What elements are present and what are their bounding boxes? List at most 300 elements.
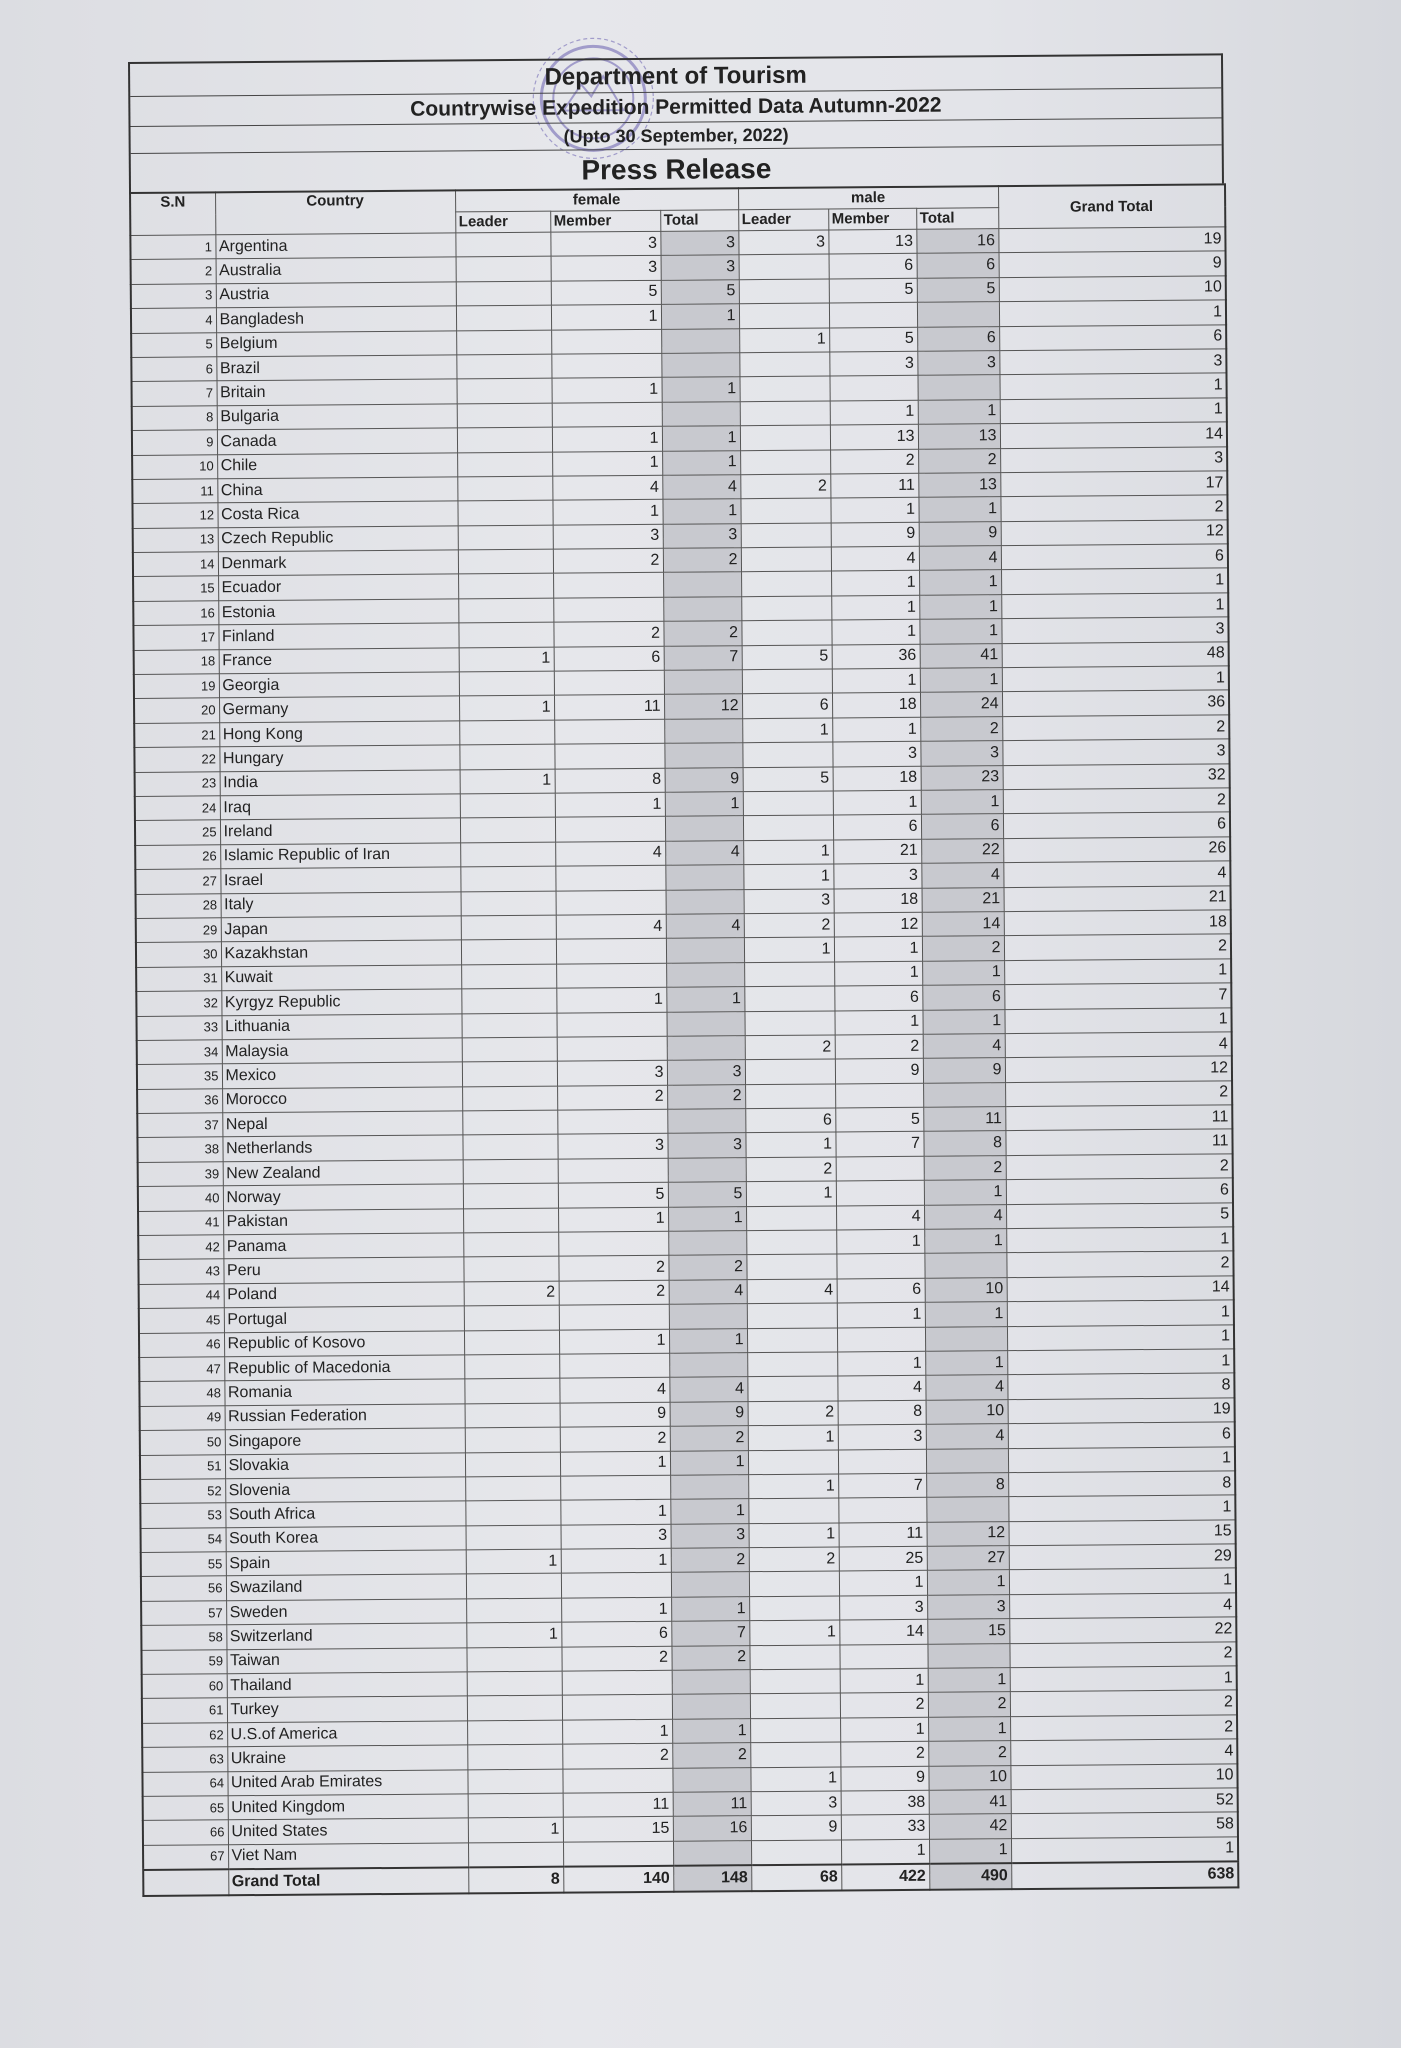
document-header [128, 53, 1224, 192]
cell-country: Mexico [222, 1062, 462, 1088]
cell-male-leader [748, 1449, 838, 1474]
cell-male-leader [741, 571, 831, 596]
cell-male-total: 1 [919, 570, 1001, 595]
cell-country: United Arab Emirates [227, 1769, 467, 1795]
cell-male-leader [745, 1059, 835, 1084]
cell-female-leader [463, 1183, 558, 1208]
cell-female-leader: 1 [466, 1549, 561, 1574]
cell-country: Argentina [215, 233, 455, 259]
cell-male-member: 3 [833, 863, 921, 888]
cell-female-leader [468, 1793, 563, 1818]
cell-female-member: 1 [552, 426, 662, 451]
cell-grand-total: 14 [1007, 1276, 1234, 1302]
cell-male-member: 2 [840, 1693, 928, 1718]
cell-country: Austria [216, 282, 456, 308]
cell-sn: 24 [135, 796, 220, 821]
cell-female-total: 3 [663, 523, 741, 548]
cell-grand-total: 1 [1000, 398, 1227, 424]
cell-male-member [830, 376, 918, 401]
cell-female-member [562, 1670, 672, 1695]
cell-sn: 16 [133, 601, 218, 626]
cell-female-member: 1 [551, 378, 661, 403]
cell-male-member: 1 [840, 1717, 928, 1742]
cell-country: Kazakhstan [221, 940, 461, 966]
cell-female-member: 11 [554, 695, 664, 720]
cell-country: Viet Nam [228, 1843, 468, 1870]
cell-male-total: 10 [928, 1765, 1010, 1790]
cell-male-leader: 2 [749, 1547, 839, 1572]
cell-male-member [836, 1156, 924, 1181]
cell-male-total: 9 [923, 1058, 1005, 1083]
cell-female-leader [467, 1769, 562, 1794]
cell-female-member: 1 [552, 451, 662, 476]
cell-female-member [561, 1573, 671, 1598]
cell-male-total: 1 [925, 1351, 1007, 1376]
cell-male-leader [740, 376, 830, 401]
cell-male-member: 9 [840, 1766, 928, 1791]
cell-female-leader [462, 1110, 557, 1135]
cell-female-total: 3 [667, 1133, 745, 1158]
cell-female-member: 1 [560, 1451, 670, 1476]
cell-female-total: 7 [671, 1621, 749, 1646]
cell-female-member: 3 [553, 524, 663, 549]
cell-male-total: 16 [916, 229, 998, 254]
cell-sn: 12 [132, 503, 217, 528]
cell-male-leader: 1 [743, 840, 833, 865]
cell-male-total: 1 [918, 399, 1000, 424]
cell-male-member: 21 [833, 839, 921, 864]
cell-female-member: 6 [561, 1622, 671, 1647]
cell-female-total [663, 572, 741, 597]
cell-female-member [562, 1695, 672, 1720]
male-total-header: Total [916, 208, 998, 230]
cell-female-total: 1 [662, 499, 740, 524]
cell-grand-total: 7 [1004, 983, 1231, 1009]
expedition-table [129, 183, 1239, 1896]
cell-female-member: 1 [562, 1719, 672, 1744]
cell-country: Bangladesh [216, 306, 456, 332]
cell-female-member: 2 [557, 1085, 667, 1110]
cell-male-member: 1 [834, 937, 922, 962]
cell-female-member: 5 [551, 280, 661, 305]
cell-country: Turkey [227, 1696, 467, 1722]
cell-grand-total: 4 [1005, 1032, 1232, 1058]
cell-male-total: 1 [922, 1009, 1004, 1034]
cell-female-total: 1 [666, 987, 744, 1012]
cell-female-member: 1 [551, 304, 661, 329]
cell-grand-total: 6 [999, 324, 1226, 350]
cell-male-leader: 1 [749, 1523, 839, 1548]
cell-grand-total: 2 [1003, 788, 1230, 814]
cell-male-member [838, 1498, 926, 1523]
cell-female-member: 4 [559, 1378, 669, 1403]
cell-male-total: 2 [928, 1741, 1010, 1766]
cell-female-total [661, 328, 739, 353]
cell-female-leader [460, 793, 555, 818]
cell-grand-total: 19 [998, 227, 1225, 253]
cell-male-member: 1 [831, 620, 919, 645]
cell-male-total: 8 [923, 1131, 1005, 1156]
cell-female-total: 4 [669, 1279, 747, 1304]
cell-male-leader [741, 523, 831, 548]
cell-male-total: 5 [917, 277, 999, 302]
cell-female-member: 3 [557, 1134, 667, 1159]
cell-female-leader [461, 1013, 556, 1038]
cell-sn: 36 [137, 1088, 222, 1113]
cell-sn: 50 [140, 1430, 225, 1455]
cell-female-leader [462, 1135, 557, 1160]
cell-country: Belgium [216, 330, 456, 356]
cell-male-total [926, 1497, 1008, 1522]
cell-female-member: 2 [560, 1426, 670, 1451]
cell-female-total: 1 [670, 1499, 748, 1524]
cell-male-member: 1 [837, 1351, 925, 1376]
cell-female-total: 2 [672, 1743, 750, 1768]
cell-female-total: 1 [670, 1450, 748, 1475]
cell-female-member: 1 [552, 500, 662, 525]
cell-grand-total: 12 [1005, 1056, 1232, 1082]
cell-female-leader [464, 1330, 559, 1355]
cell-male-member: 2 [840, 1741, 928, 1766]
cell-female-member: 2 [553, 548, 663, 573]
cell-male-member: 6 [834, 985, 922, 1010]
cell-female-total [665, 865, 743, 890]
cell-country: Switzerland [226, 1623, 466, 1649]
cell-grand-total: 17 [1000, 471, 1227, 497]
cell-male-total: 13 [918, 473, 1000, 498]
cell-male-leader [749, 1571, 839, 1596]
cell-male-member: 2 [830, 449, 918, 474]
cell-female-total: 1 [668, 1206, 746, 1231]
cell-female-leader [457, 500, 552, 525]
cell-female-total [662, 401, 740, 426]
cell-country: Denmark [218, 550, 458, 576]
cell-female-leader [459, 671, 554, 696]
cell-sn: 21 [134, 723, 219, 748]
cell-sn: 4 [131, 308, 216, 333]
cell-sn: 41 [138, 1210, 223, 1235]
cell-female-member [559, 1304, 669, 1329]
cell-female-total: 2 [668, 1255, 746, 1280]
cell-sn: 8 [132, 406, 217, 431]
cell-sn: 47 [139, 1357, 224, 1382]
cell-male-total: 1 [924, 1229, 1006, 1254]
cell-female-member: 6 [554, 646, 664, 671]
cell-male-total [927, 1643, 1009, 1668]
cell-male-leader: 2 [740, 474, 830, 499]
cell-male-leader [739, 254, 829, 279]
cell-male-total: 11 [923, 1107, 1005, 1132]
cell-sn: 51 [140, 1454, 225, 1479]
cell-male-total: 1 [924, 1180, 1006, 1205]
cell-male-leader: 1 [742, 718, 832, 743]
cell-grand-total: 26 [1003, 837, 1230, 863]
cell-sn: 32 [136, 991, 221, 1016]
cell-country: Hong Kong [219, 721, 459, 747]
cell-male-member: 13 [830, 424, 918, 449]
cell-female-member: 2 [561, 1646, 671, 1671]
cell-country: Ecuador [218, 574, 458, 600]
cell-male-member: 1 [836, 1229, 924, 1254]
cell-grand-total: 12 [1001, 520, 1228, 546]
cell-female-leader [456, 257, 551, 282]
cell-male-member: 1 [834, 961, 922, 986]
cell-male-leader: 5 [742, 645, 832, 670]
cell-grand-total: 6 [1001, 544, 1228, 570]
cell-country: Canada [217, 428, 457, 454]
cell-grand-total: 10 [999, 276, 1226, 302]
cell-female-leader [457, 452, 552, 477]
cell-female-leader [464, 1305, 559, 1330]
cell-female-leader [458, 574, 553, 599]
cell-female-member: 1 [558, 1207, 668, 1232]
cell-country: Singapore [225, 1428, 465, 1454]
cell-country: Morocco [222, 1087, 462, 1113]
cell-male-member: 5 [829, 327, 917, 352]
cell-grand-total: 4 [1010, 1739, 1237, 1765]
cell-female-leader [458, 622, 553, 647]
cell-male-leader: 6 [742, 693, 832, 718]
cell-female-member [557, 1036, 667, 1061]
cell-female-member: 3 [561, 1524, 671, 1549]
cell-female-total [665, 816, 743, 841]
cell-sn: 60 [142, 1674, 227, 1699]
report-date: (Upto 30 September, 2022) [131, 118, 1222, 154]
cell-sn: 42 [138, 1235, 223, 1260]
cell-female-total: 3 [660, 231, 738, 256]
cell-male-total: 6 [922, 985, 1004, 1010]
cell-sn: 65 [143, 1796, 228, 1821]
cell-male-total: 1 [918, 497, 1000, 522]
cell-female-leader: 1 [459, 647, 554, 672]
cell-grand-total: 18 [1004, 910, 1231, 936]
cell-grand-total: 6 [1006, 1178, 1233, 1204]
cell-sn: 48 [139, 1381, 224, 1406]
cell-grand-total: 52 [1011, 1788, 1238, 1814]
cell-male-member: 6 [837, 1278, 925, 1303]
cell-sn: 22 [134, 747, 219, 772]
cell-male-member: 1 [831, 595, 919, 620]
cell-male-member: 2 [835, 1034, 923, 1059]
cell-male-total: 1 [919, 619, 1001, 644]
cell-grand-total: 6 [1003, 812, 1230, 838]
cell-sn: 23 [135, 771, 220, 796]
cell-female-leader [460, 842, 555, 867]
cell-male-member: 14 [839, 1620, 927, 1645]
cell-female-total [672, 1670, 750, 1695]
cell-male-member: 1 [837, 1302, 925, 1327]
cell-sn: 40 [138, 1186, 223, 1211]
country-header: Country [215, 190, 455, 234]
cell-female-total: 4 [669, 1377, 747, 1402]
cell-male-member: 1 [832, 717, 920, 742]
cell-grand-total: 4 [1009, 1593, 1236, 1619]
cell-female-leader [465, 1403, 560, 1428]
cell-grand-total: 8 [1007, 1373, 1234, 1399]
cell-female-member [562, 1768, 672, 1793]
cell-female-member [552, 402, 662, 427]
cell-male-member: 1 [840, 1668, 928, 1693]
cell-female-member [551, 329, 661, 354]
grand-total-label: Grand Total [228, 1868, 468, 1895]
cell-country: Hungary [219, 745, 459, 771]
cell-grand-total: 1 [1011, 1837, 1238, 1864]
cell-female-total [669, 1353, 747, 1378]
grand-total-sn [143, 1869, 228, 1895]
cell-female-member [556, 939, 666, 964]
cell-grand-total: 58 [1011, 1812, 1238, 1838]
cell-male-member [829, 302, 917, 327]
cell-grand-total: 48 [1002, 642, 1229, 668]
cell-female-total: 1 [662, 426, 740, 451]
cell-male-total: 3 [927, 1595, 1009, 1620]
cell-sn: 66 [143, 1820, 228, 1845]
cell-grand-total: 2 [1010, 1690, 1237, 1716]
cell-female-member: 1 [556, 987, 666, 1012]
cell-male-total: 1 [925, 1302, 1007, 1327]
cell-country: Japan [221, 916, 461, 942]
cell-sn: 49 [140, 1406, 225, 1431]
cell-female-total [666, 938, 744, 963]
cell-sn: 6 [131, 357, 216, 382]
cell-male-leader [739, 303, 829, 328]
cell-female-total: 1 [665, 792, 743, 817]
female-total-header: Total [660, 210, 738, 232]
cell-male-member: 11 [839, 1522, 927, 1547]
cell-female-total: 1 [661, 377, 739, 402]
cell-sn: 17 [133, 625, 218, 650]
cell-country: South Africa [225, 1501, 465, 1527]
cell-male-leader: 1 [749, 1620, 839, 1645]
cell-female-member: 3 [551, 256, 661, 281]
cell-grand-total: 36 [1002, 690, 1229, 716]
cell-country: Ukraine [227, 1745, 467, 1771]
department-title: Department of Tourism [130, 55, 1221, 97]
cell-female-leader [468, 1842, 563, 1868]
cell-male-total: 12 [927, 1521, 1009, 1546]
cell-male-leader [747, 1303, 837, 1328]
cell-sn: 45 [139, 1308, 224, 1333]
cell-female-total [664, 743, 742, 768]
cell-male-member [836, 1254, 924, 1279]
cell-male-member: 7 [835, 1132, 923, 1157]
cell-country: Islamic Republic of Iran [220, 843, 460, 869]
cell-male-total: 2 [924, 1155, 1006, 1180]
cell-female-total: 3 [667, 1060, 745, 1085]
cell-female-member [557, 1109, 667, 1134]
cell-female-leader [460, 866, 555, 891]
cell-male-total: 1 [920, 668, 1002, 693]
cell-sn: 19 [134, 674, 219, 699]
cell-grand-total: 3 [1000, 446, 1227, 472]
cell-country: Britain [217, 379, 457, 405]
cell-country: Kyrgyz Republic [221, 989, 461, 1015]
cell-female-total: 7 [664, 645, 742, 670]
cell-male-total: 1 [928, 1668, 1010, 1693]
cell-country: Czech Republic [218, 526, 458, 552]
cell-female-member: 2 [558, 1256, 668, 1281]
cell-sn: 31 [136, 967, 221, 992]
cell-male-leader [750, 1742, 840, 1767]
grand-total-header: Grand Total [998, 184, 1225, 228]
cell-country: China [217, 477, 457, 503]
cell-sn: 53 [140, 1503, 225, 1528]
cell-country: Romania [224, 1379, 464, 1405]
cell-grand-total: 1 [1001, 593, 1228, 619]
cell-grand-total: 1 [1008, 1446, 1235, 1472]
cell-male-leader [742, 742, 832, 767]
cell-country: Chile [217, 452, 457, 478]
cell-grand-total: 15 [1009, 1520, 1236, 1546]
cell-male-leader: 3 [738, 230, 828, 255]
cell-male-member: 1 [839, 1571, 927, 1596]
cell-male-leader: 1 [745, 1132, 835, 1157]
cell-female-total [666, 1011, 744, 1036]
cell-male-total [917, 302, 999, 327]
cell-grand-total: 2 [1004, 934, 1231, 960]
sn-header: S.N [130, 192, 215, 235]
cell-male-leader: 2 [745, 1035, 835, 1060]
cell-male-member: 1 [841, 1839, 929, 1865]
cell-country: Iraq [220, 794, 460, 820]
cell-male-leader [749, 1645, 839, 1670]
cell-female-leader: 1 [468, 1818, 563, 1843]
cell-female-member: 2 [553, 622, 663, 647]
cell-grand-total: 2 [1006, 1251, 1233, 1277]
cell-male-member: 6 [833, 815, 921, 840]
cell-male-total: 6 [921, 814, 1003, 839]
cell-sn: 54 [141, 1527, 226, 1552]
cell-male-total: 4 [926, 1424, 1008, 1449]
cell-male-member: 3 [832, 742, 920, 767]
cell-grand-total: 1 [999, 300, 1226, 326]
cell-female-total: 2 [663, 621, 741, 646]
cell-grand-total: 1 [1008, 1495, 1235, 1521]
cell-sn: 27 [135, 869, 220, 894]
cell-female-leader [459, 744, 554, 769]
cell-female-member: 9 [560, 1402, 670, 1427]
cell-female-member [553, 573, 663, 598]
cell-female-total: 4 [666, 914, 744, 939]
cell-male-member: 1 [833, 790, 921, 815]
cell-sn: 29 [136, 918, 221, 943]
cell-country: Malaysia [222, 1038, 462, 1064]
cell-female-leader [456, 281, 551, 306]
cell-male-leader [740, 498, 830, 523]
cell-female-leader [467, 1744, 562, 1769]
cell-grand-total: 1 [1002, 666, 1229, 692]
cell-female-member: 2 [559, 1280, 669, 1305]
cell-country: Russian Federation [225, 1404, 465, 1430]
cell-country: New Zealand [223, 1160, 463, 1186]
cell-male-total: 4 [923, 1034, 1005, 1059]
cell-female-total: 11 [673, 1792, 751, 1817]
cell-country: Spain [226, 1550, 466, 1576]
cell-male-total: 2 [920, 716, 1002, 741]
cell-sn: 13 [133, 527, 218, 552]
cell-grand-total: 1 [1010, 1666, 1237, 1692]
cell-male-total: 3 [920, 741, 1002, 766]
cell-female-total [670, 1475, 748, 1500]
cell-grand-total: 9 [999, 251, 1226, 277]
cell-female-total: 1 [669, 1328, 747, 1353]
cell-male-member: 1 [832, 668, 920, 693]
cell-male-total: 10 [926, 1399, 1008, 1424]
report-subtitle: Countrywise Expedition Permitted Data Autumn-2022 [130, 88, 1221, 127]
cell-country: Bulgaria [217, 404, 457, 430]
cell-female-total [666, 889, 744, 914]
cell-grand-total: 2 [1009, 1641, 1236, 1667]
